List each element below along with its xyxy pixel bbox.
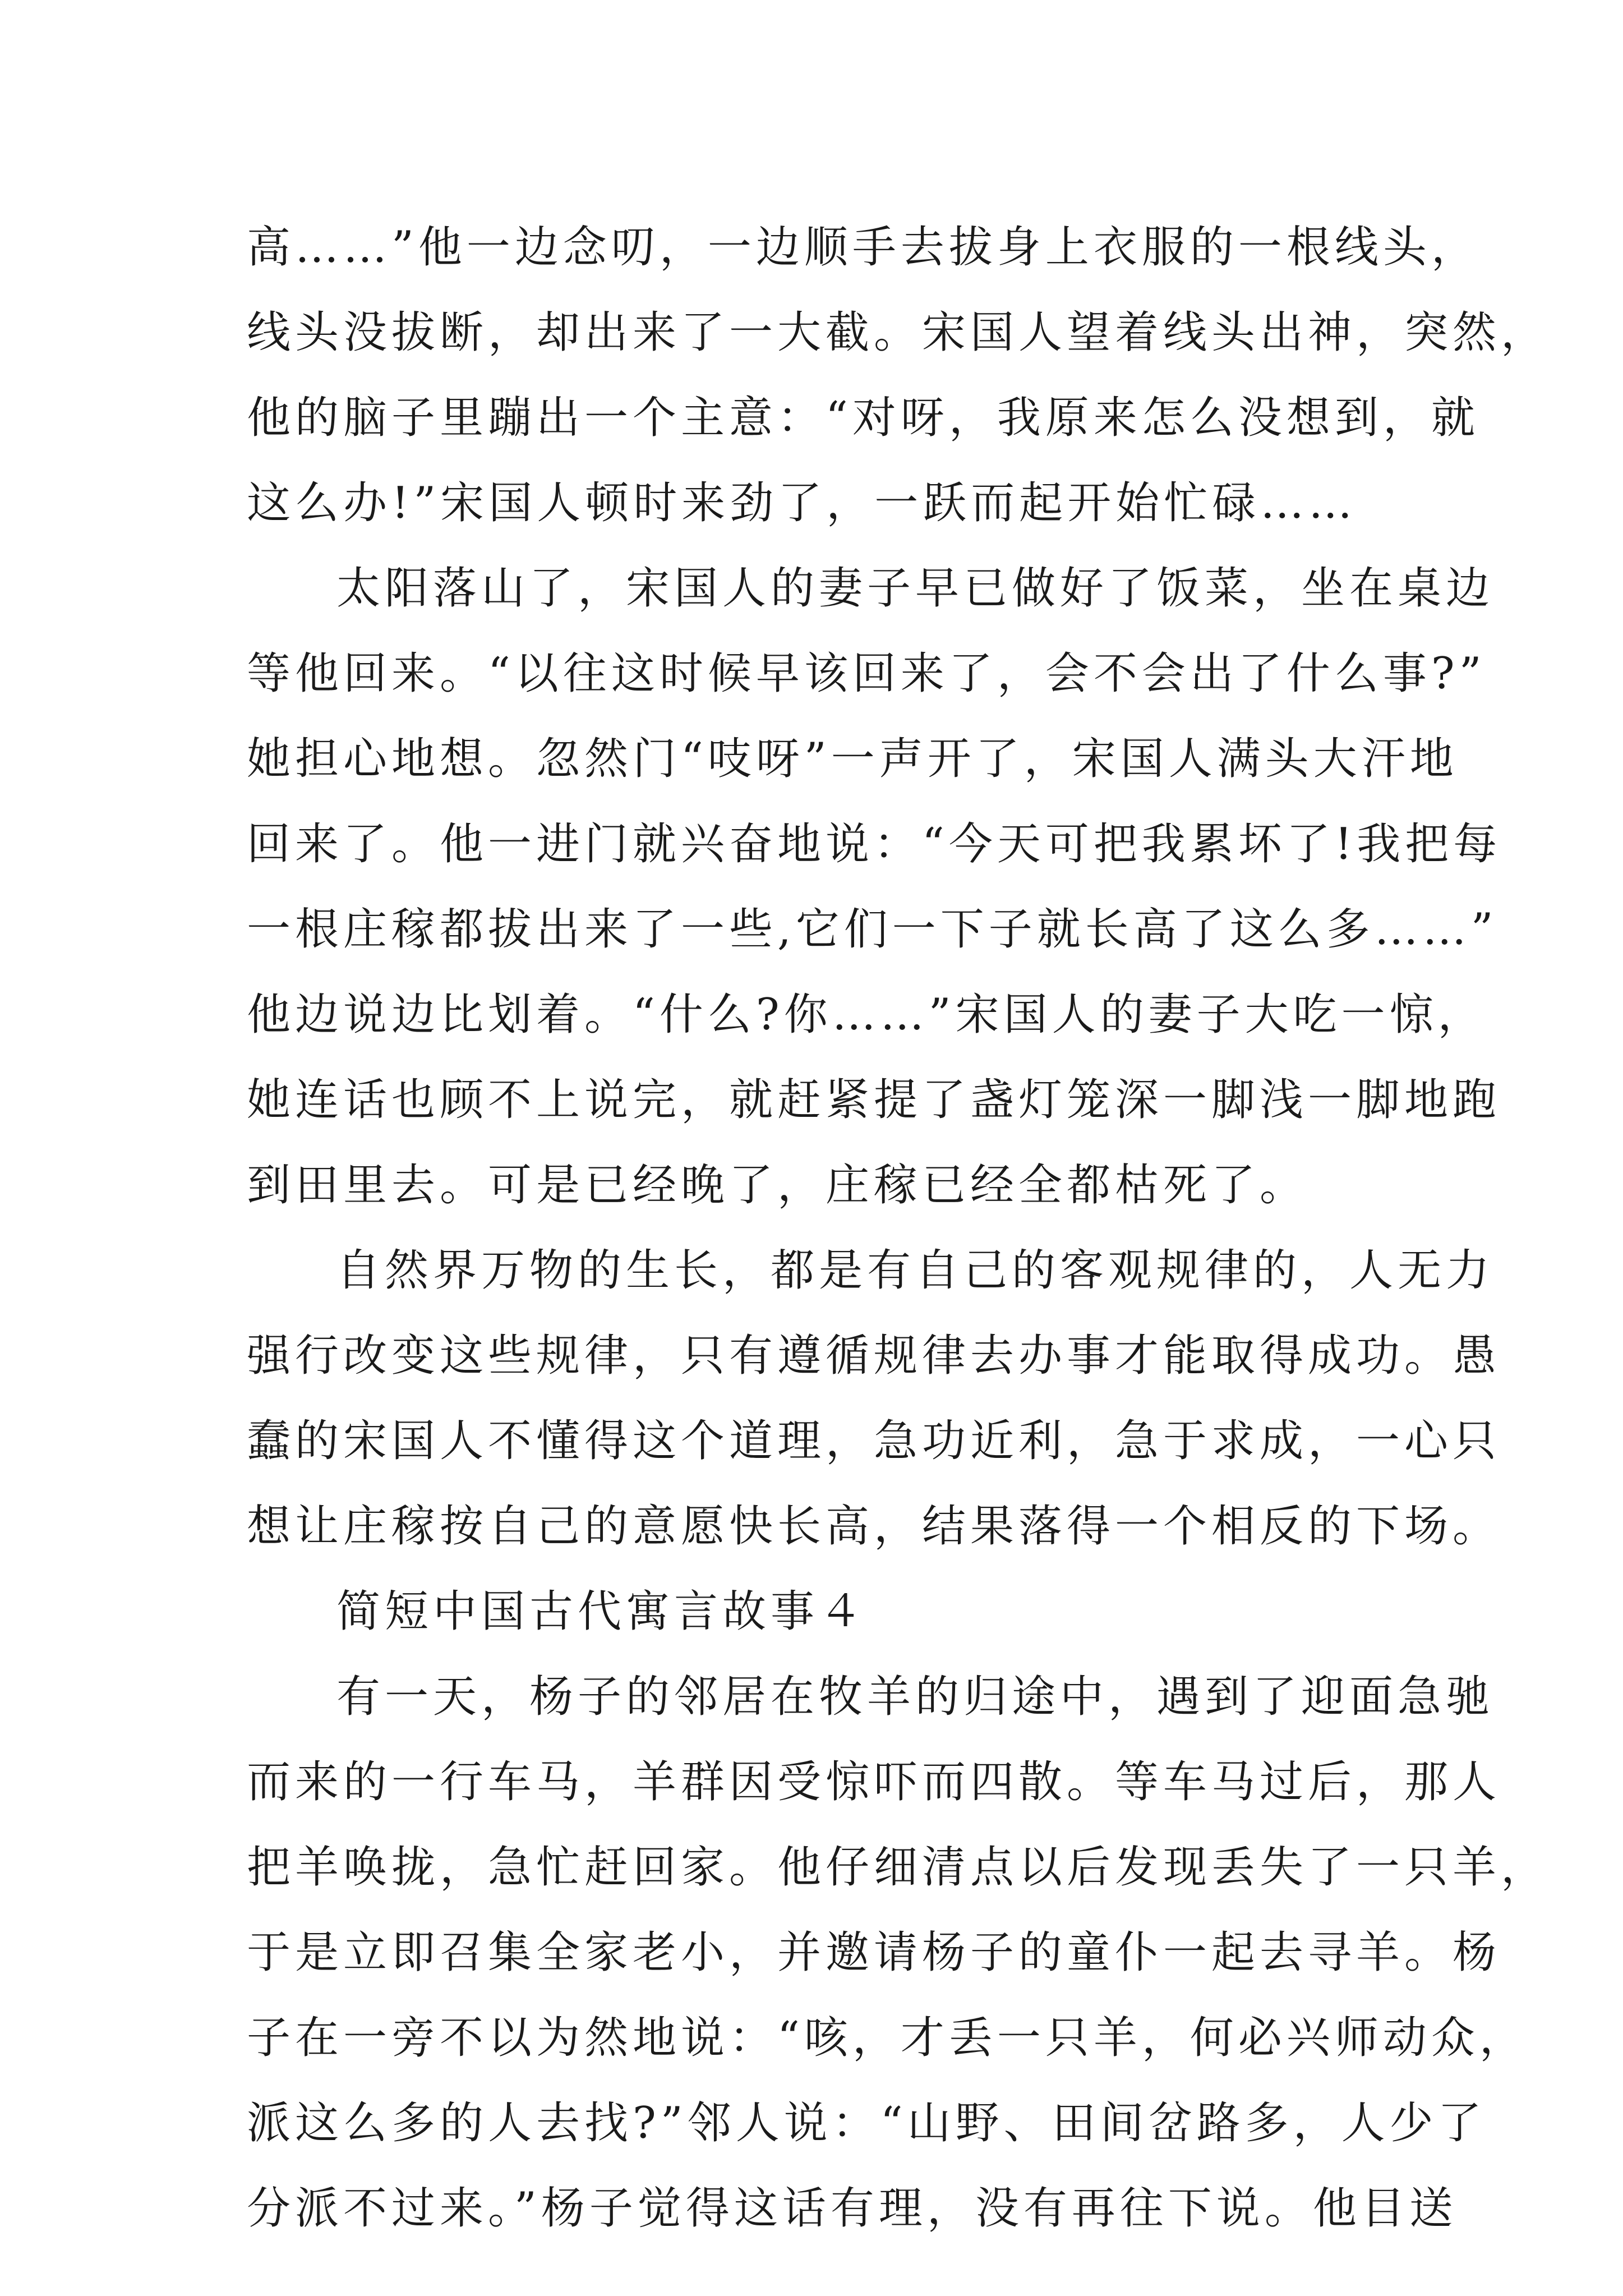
paragraph-line: 而来的一行车马，羊群因受惊吓而四散。等车马过后，那人 — [247, 1757, 1501, 1807]
paragraph-line: 强行改变这些规律，只有遵循规律去办事才能取得成功。愚 — [247, 1331, 1501, 1381]
paragraph-line: 想让庄稼按自己的意愿快长高，结果落得一个相反的下场。 — [247, 1501, 1501, 1552]
paragraph-line: 于是立即召集全家老小，并邀请杨子的童仆一起去寻羊。杨 — [247, 1927, 1501, 1978]
paragraph-line: 把羊唤拢，急忙赶回家。他仔细清点以后发现丢失了一只羊， — [247, 1842, 1550, 1893]
paragraph-line: 回来了。他一进门就兴奋地说：“今天可把我累坏了!我把每 — [247, 819, 1502, 869]
paragraph-line: 她连话也顾不上说完，就赶紧提了盏灯笼深一脚浅一脚地跑 — [247, 1075, 1501, 1125]
paragraph-line: 等他回来。“以往这时候早该回来了，会不会出了什么事?” — [247, 648, 1486, 699]
paragraph-line: 蠢的宋国人不懂得这个道理，急功近利，急于求成，一心只 — [247, 1416, 1501, 1466]
paragraph-line: 太阳落山了，宋国人的妻子早已做好了饭菜，坐在桌边 — [336, 563, 1495, 614]
document-page — [247, 205, 1550, 2251]
paragraph-line: 他边说边比划着。“什么?你……”宋国人的妻子大吃一惊， — [247, 990, 1486, 1040]
paragraph-line: 高……”他一边念叨，一边顺手去拔身上衣服的一根线头， — [247, 222, 1479, 273]
paragraph-line: 有一天，杨子的邻居在牧羊的归途中，遇到了迎面急驰 — [336, 1672, 1495, 1722]
paragraph-line: 派这么多的人去找?”邻人说：“山野、田间岔路多，人少了 — [247, 2098, 1486, 2148]
paragraph-line: 她担心地想。忽然门“吱呀”一声开了，宋国人满头大汗地 — [247, 734, 1458, 784]
paragraph-line: 自然界万物的生长，都是有自己的客观规律的，人无力 — [336, 1245, 1495, 1296]
paragraph-line: 他的脑子里蹦出一个主意：“对呀，我原来怎么没想到，就 — [247, 393, 1479, 443]
paragraph-line: 线头没拔断，却出来了一大截。宋国人望着线头出神，突然， — [247, 307, 1550, 358]
section-heading: 简短中国古代寓言故事４ — [336, 1586, 868, 1637]
paragraph-line: 子在一旁不以为然地说：“咳，才丢一只羊，何必兴师动众， — [247, 2013, 1528, 2063]
paragraph-line: 一根庄稼都拔出来了一些,它们一下子就长高了这么多……” — [247, 904, 1498, 955]
paragraph-line: 到田里去。可是已经晚了，庄稼已经全都枯死了。 — [247, 1160, 1308, 1211]
paragraph-line: 分派不过来。”杨子觉得这话有理，没有再往下说。他目送 — [247, 2183, 1458, 2234]
paragraph-line: 这么办!”宋国人顿时来劲了，一跃而起开始忙碌…… — [247, 478, 1357, 528]
